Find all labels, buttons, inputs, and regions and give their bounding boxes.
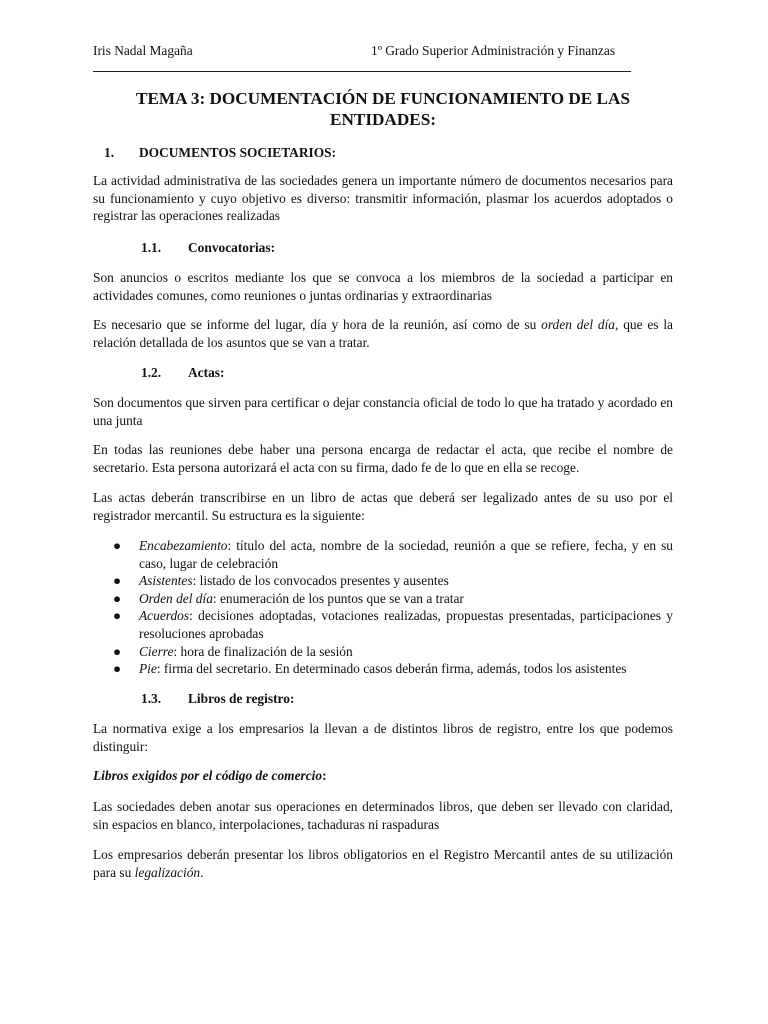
list-item-term: Encabezamiento: [139, 538, 228, 553]
paragraph-text: Los empresarios deberán presentar los libros obligatorios en el Registro Mercantil antes de su utilización para su: [93, 847, 673, 880]
header-rule: [93, 71, 631, 72]
libros-paragraph-3: [93, 846, 673, 881]
paragraph-text: , que es la relación detallada de los asuntos que se van a tratar.: [93, 317, 673, 350]
paragraph-emphasis: legalización: [134, 864, 201, 880]
list-item-term: Acuerdos: [139, 608, 190, 624]
bullet-icon: ●: [113, 661, 122, 677]
list-item-text: : hora de finalización de la sesión: [173, 643, 353, 659]
list-item-text: : listado de los convocados presentes y ausentes: [192, 573, 449, 589]
list-item: [93, 590, 673, 608]
subsection-1-2-number: 1.2.: [141, 365, 162, 380]
header-course: 1º Grado Superior Administración y Finanzas: [371, 43, 616, 58]
bullet-icon: ●: [113, 590, 122, 606]
list-item: [93, 572, 673, 590]
list-item-term: Asistentes: [139, 573, 193, 589]
list-item-text: : título del acta, nombre de la sociedad, reunión a que se refiere, fecha, y en su caso, lugar de celebración: [139, 538, 673, 571]
actas-paragraph-3: Las actas deberán transcribirse en un libro de actas que deberá ser legalizado antes de su uso por el registrador mercantil. Su estructura es la siguiente:: [93, 490, 673, 523]
subheading-text: Libros exigidos por el código de comercio: [93, 768, 323, 783]
actas-paragraph-1: Son documentos que sirven para certificar o dejar constancia oficial de todo lo que ha tratado y acordado en una junta: [93, 395, 673, 428]
bullet-icon: ●: [113, 573, 122, 589]
convocatorias-paragraph-2: [93, 316, 673, 351]
paragraph-text: .: [200, 864, 204, 880]
actas-paragraph-2: En todas las reuniones debe haber una persona encarga de redactar el acta, que recibe el nombre de secretario. Esta persona autorizará el acta con su firma, dado fe de lo que en ella se recoge.: [93, 442, 673, 475]
actas-structure-list: [93, 537, 673, 678]
libros-paragraph-1: La normativa exige a los empresarios la llevan a de distintos libros de registro, entre los que podemos distinguir:: [93, 721, 673, 754]
list-item-term: Pie: [139, 661, 157, 677]
paragraph-text: Es necesario que se informe del lugar, día y hora de la reunión, así como de su: [93, 317, 542, 332]
bullet-icon: ●: [113, 608, 122, 624]
list-item-text: : enumeración de los puntos que se van a tratar: [212, 590, 464, 606]
list-item-text: : decisiones adoptadas, votaciones realizadas, propuestas presentadas, participaciones y resoluciones aprobadas: [139, 608, 673, 641]
list-item-term: Orden del día: [139, 590, 213, 606]
section-1-number: 1.: [104, 145, 115, 160]
list-item: [93, 537, 673, 572]
subheading-colon: :: [322, 768, 327, 783]
bullet-icon: ●: [113, 643, 122, 659]
subsection-1-3-title: Libros de registro:: [188, 691, 295, 706]
convocatorias-paragraph-1: Son anuncios o escritos mediante los que se convoca a los miembros de la sociedad a participar en actividades comunes, como reuniones o juntas ordinarias y extraordinarias: [93, 270, 673, 303]
subsection-1-1-title: Convocatorias:: [188, 240, 276, 255]
bullet-icon: ●: [113, 538, 122, 553]
list-item: [93, 643, 673, 661]
section-1-intro: La actividad administrativa de las sociedades genera un importante número de documentos necesarios para su funcionamiento y cuyo objetivo es diverso: transmitir información, plasmar los acuerdos adoptados o registrar las operaciones realizadas: [93, 173, 673, 224]
section-1-title: DOCUMENTOS SOCIETARIOS:: [139, 145, 337, 160]
libros-paragraph-2: Las sociedades deben anotar sus operaciones en determinados libros, que deben ser llevado con claridad, sin espacios en blanco, interpolaciones, tachaduras ni raspaduras: [93, 799, 673, 832]
list-item: [93, 607, 673, 642]
subsection-1-3-number: 1.3.: [141, 691, 162, 706]
list-item: [93, 660, 673, 678]
subsection-1-2-title: Actas:: [188, 365, 225, 380]
page-title: TEMA 3: DOCUMENTACIÓN DE FUNCIONAMIENTO DE LAS ENTIDADES:: [135, 89, 630, 129]
list-item-term: Cierre: [139, 643, 174, 659]
paragraph-emphasis: orden del día: [541, 317, 616, 332]
header-author: Iris Nadal Magaña: [93, 43, 193, 58]
subsection-1-1-number: 1.1.: [141, 240, 162, 255]
libros-subheading: [93, 768, 327, 784]
list-item-text: : firma del secretario. En determinado casos deberán firma, además, todos los asistentes: [156, 661, 627, 677]
